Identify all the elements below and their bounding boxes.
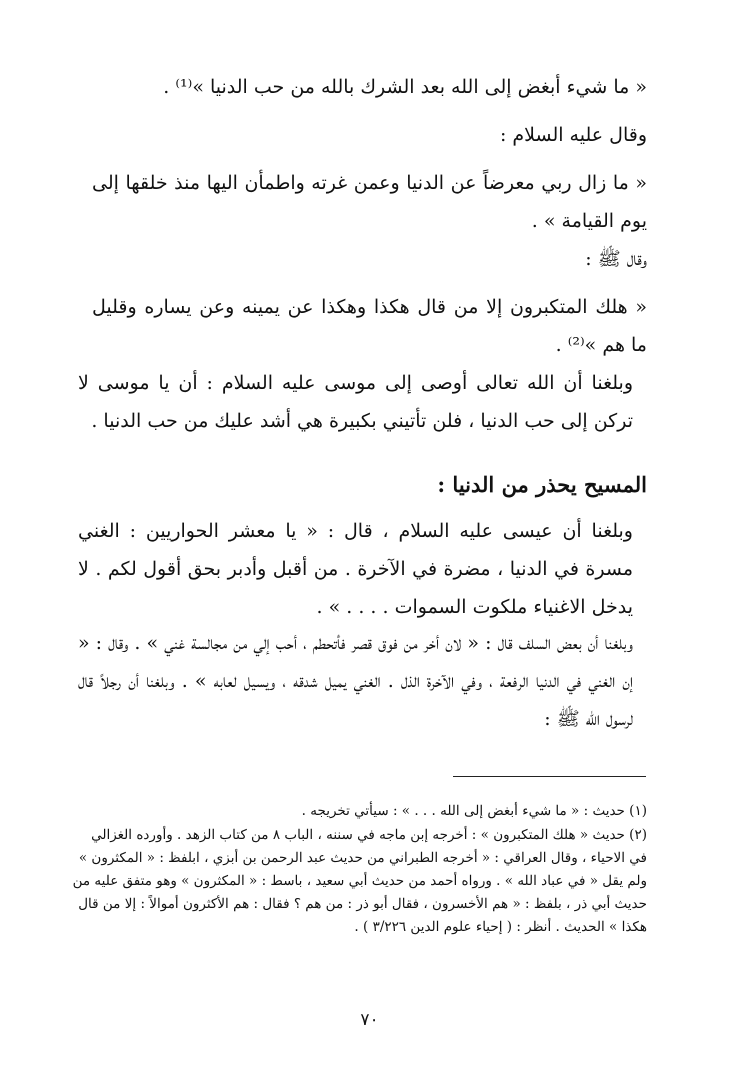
- footnote-1: (١) حديث : « ما شيء أبغض إلى الله . . . » : سيأتي تخريجه .: [301, 803, 647, 819]
- paragraph-moses: وبلغنا أن الله تعالى أوصى إلى موسى عليه السلام : أن يا موسى لا تركن إلى حب الدنيا ، فلن تأتيني بكبيرة هي أشد عليك من حب الدنيا .: [78, 372, 633, 432]
- paragraph-intro-2: وقال عليه السلام :: [499, 124, 647, 146]
- paragraph-hadith-3: « هلك المتكبرون إلا من قال هكذا وهكذا عن يمينه وعن يساره وقليل ما هم »⁽²⁾ .: [92, 296, 647, 356]
- paragraph-hadith-1: « ما شيء أبغض إلى الله بعد الشرك بالله من حب الدنيا »⁽¹⁾ .: [163, 76, 647, 98]
- footnote-separator: [453, 776, 646, 777]
- paragraph-salaf: وبلغنا أن بعض السلف قال : « لان أخر من فوق قصر فأتحطم ، أحب إلي من مجالسة غني » . وقال : « إن الغني في الدنيا الرفعة ، وفي الآخرة الذل . الغني يميل شدقه ، ويسيل لعابه » . وبلغنا أن رجلاً قال لرسول الله ﷺ :: [78, 632, 633, 730]
- page-number: ٧٠: [360, 1010, 379, 1030]
- section-heading: المسيح يحذر من الدنيا :: [437, 472, 647, 497]
- footnote-2: (٢) حديث « هلك المتكبرون » : أخرجه إبن ماجه في سننه ، الباب ٨ من كتاب الزهد . وأورده الغزالي في الاحياء ، وقال العراقي : « أخرجه الطبراني من حديث عبد الرحمن بن أبزي ، ابلفظ : « المكثرون » ولم يقل « في عباد الله » . ورواه أحمد من حديث أبي سعيد ، باسط : « المكثرون » وهو متفق عليه من حديث أبي ذر ، بلفظ : « هم الأخسرون ، فقال أبو ذر : من هم ؟ فقال : هم الأكثرون أموالاً : إلا من قال هكذا » الحديث . أنظر : ( إحياء علوم الدين ٣/٢٢٦ ) .: [72, 827, 647, 935]
- paragraph-hadith-2: « ما زال ربي معرضاً عن الدنيا وعمن غرته واطمأن اليها منذ خلقها إلى يوم القيامة » .: [92, 172, 647, 232]
- paragraph-intro-3: وقال ﷺ :: [585, 248, 647, 270]
- paragraph-jesus: وبلغنا أن عيسى عليه السلام ، قال : « يا معشر الحواريين : الغني مسرة في الدنيا ، مضرة في الآخرة . من أقبل وأدبر بحق أقول لكم . لا يدخل الاغنياء ملكوت السموات . . . . » .: [78, 520, 633, 618]
